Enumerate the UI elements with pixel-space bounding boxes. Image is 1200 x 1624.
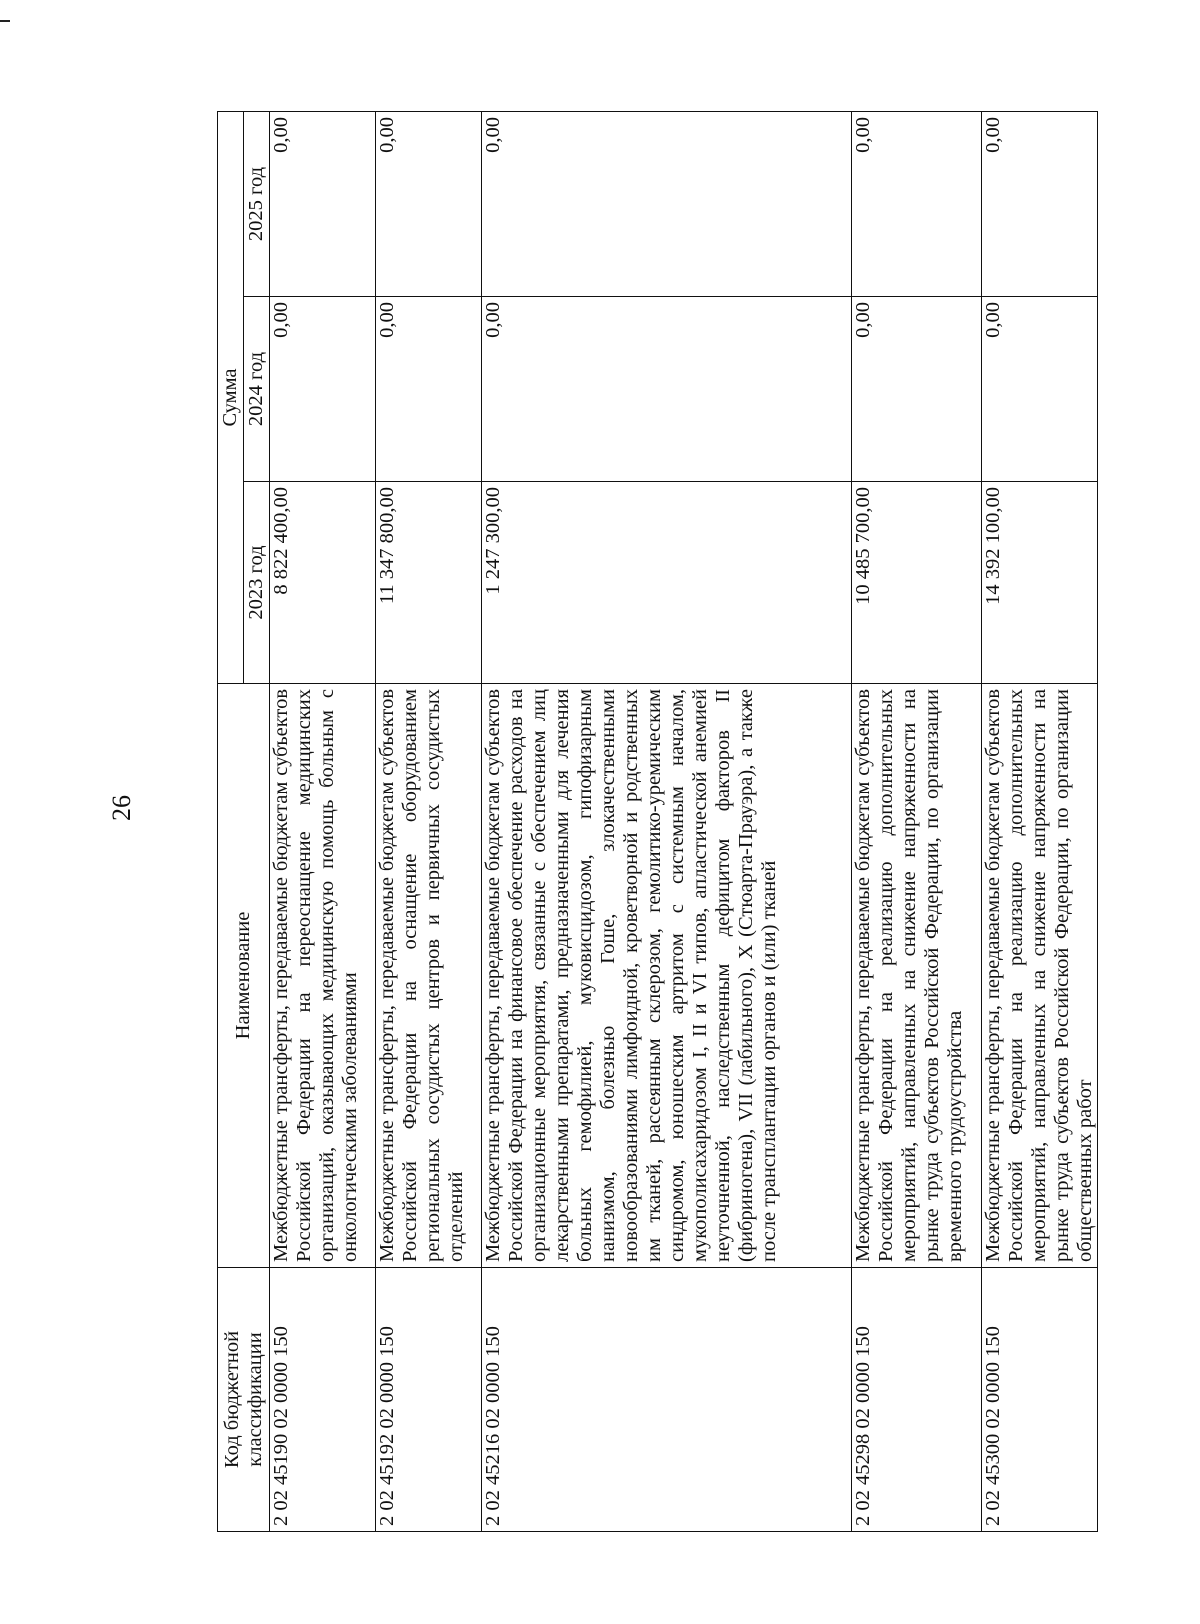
table-row — [270, 111, 376, 1531]
row-name: Межбюджетные трансферты, передаваемые бюджетам субъектов Российской Федерации на реализацию дополнительных мероприятий, направленных на снижение напряженности на рынке труда субъектов Российской Федерации, по организации временного трудоустройства — [852, 684, 982, 1268]
rotated-table-wrapper — [217, 112, 1096, 1532]
row-code: 2 02 45298 02 0000 150 — [852, 1268, 982, 1532]
row-value-2025: 0,00 — [270, 111, 376, 296]
row-code: 2 02 45300 02 0000 150 — [982, 1268, 1098, 1532]
row-code: 2 02 45216 02 0000 150 — [482, 1268, 852, 1532]
row-name: Межбюджетные трансферты, передаваемые бюджетам субъектов Российской Федерации на финансовое обеспечение расходов на организационные мероприятия, связанные с обеспечением лиц лекарственными препаратами, предназначенными для лечения больных гемофилией, муковисцидозом, гипофизарным нанизмом, болезнью Гоше, злокачественными новообразованиями лимфоидной, кроветворной и родственных им тканей, рассеянным склерозом, гемолитико-уремическим синдромом, юношеским артритом с системным началом, мукополисахаридозом I, II и VI типов, апластической анемией неуточненной, наследственным дефицитом факторов II (фибриногена), VII (лабильного), X (Стюарта-Прауэра), а также после трансплантации органов и (или) тканей — [482, 684, 852, 1268]
row-value-2024: 0,00 — [270, 297, 376, 482]
row-value-2025: 0,00 — [852, 111, 982, 296]
header-name: Наименование — [218, 684, 270, 1268]
header-code: Код бюджетной классификации — [218, 1268, 270, 1532]
budget-table — [217, 111, 1098, 1532]
header-row — [218, 111, 244, 1531]
row-code: 2 02 45190 02 0000 150 — [270, 1268, 376, 1532]
row-value-2024: 0,00 — [982, 297, 1098, 482]
scan-edge-mark — [0, 20, 10, 22]
table-row — [482, 111, 852, 1531]
row-code: 2 02 45192 02 0000 150 — [376, 1268, 482, 1532]
row-value-2025: 0,00 — [376, 111, 482, 296]
table-row — [852, 111, 982, 1531]
row-value-2025: 0,00 — [982, 111, 1098, 296]
row-value-2023: 11 347 800,00 — [376, 482, 482, 684]
row-value-2024: 0,00 — [376, 297, 482, 482]
row-value-2024: 0,00 — [482, 297, 852, 482]
header-year-2023: 2023 год — [244, 482, 270, 684]
row-value-2025: 0,00 — [482, 111, 852, 296]
row-value-2023: 14 392 100,00 — [982, 482, 1098, 684]
row-name: Межбюджетные трансферты, передаваемые бюджетам субъектов Российской Федерации на оснащение оборудованием региональных сосудистых центров и первичных сосудистых отделений — [376, 684, 482, 1268]
row-value-2024: 0,00 — [852, 297, 982, 482]
header-year-2024: 2024 год — [244, 297, 270, 482]
page-number: 26 — [107, 795, 136, 821]
row-value-2023: 8 822 400,00 — [270, 482, 376, 684]
table-row — [982, 111, 1098, 1531]
row-name: Межбюджетные трансферты, передаваемые бюджетам субъектов Российской Федерации на переоснащение медицинских организаций, оказывающих медицинскую помощь больным с онкологическими заболеваниями — [270, 684, 376, 1268]
row-value-2023: 1 247 300,00 — [482, 482, 852, 684]
header-sum: Сумма — [218, 111, 244, 683]
table-row — [376, 111, 482, 1531]
row-name: Межбюджетные трансферты, передаваемые бюджетам субъектов Российской Федерации на реализацию дополнительных мероприятий, направленных на снижение напряженности на рынке труда субъектов Российской Федерации, по организации общественных работ — [982, 684, 1098, 1268]
row-value-2023: 10 485 700,00 — [852, 482, 982, 684]
header-year-2025: 2025 год — [244, 111, 270, 296]
